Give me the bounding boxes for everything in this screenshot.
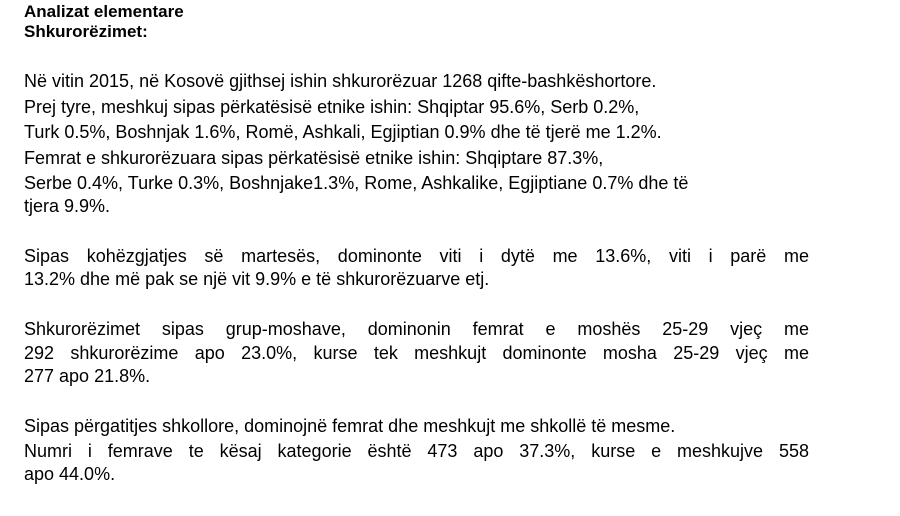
paragraph-4-line-3: apo 44.0%.	[24, 464, 116, 484]
paragraph-2-line-2: 13.2% dhe më pak se një vit 9.9% e të shkurorëzuarve etj.	[24, 269, 490, 289]
paragraph-4-line-2: Numri i femrave te kësaj kategorie është 473 apo 37.3%, kurse e meshkujve 558	[24, 441, 809, 461]
paragraph-4-line-1: Sipas përgatitjes shkollore, dominojnë femrat dhe meshkujt me shkollë të mesme.	[24, 416, 676, 436]
paragraph-2-line-1: Sipas kohëzgjatjes së martesës, dominonte viti i dytë me 13.6%, viti i parë me	[24, 246, 809, 266]
subsection-heading: Shkurorëzimet:	[24, 22, 148, 41]
paragraph-1-line-6: tjera 9.9%.	[24, 196, 111, 216]
paragraph-1-line-4: Femrat e shkurorëzuara sipas përkatësisë etnike ishin: Shqiptare 87.3%,	[24, 148, 604, 168]
paragraph-1-line-3: Turk 0.5%, Boshnjak 1.6%, Romë, Ashkali, Egjiptian 0.9% dhe të tjerë me 1.2%.	[24, 122, 662, 142]
paragraph-1-line-5: Serbe 0.4%, Turke 0.3%, Boshnjake1.3%, Rome, Ashkalike, Egjiptiane 0.7% dhe të	[24, 173, 689, 193]
paragraph-1-line-1: Në vitin 2015, në Kosovë gjithsej ishin shkurorëzuar 1268 qifte-bashkëshortore.	[24, 71, 657, 91]
section-heading: Analizat elementare	[24, 2, 184, 21]
paragraph-3-line-2: 292 shkurorëzime apo 23.0%, kurse tek meshkujt dominonte mosha 25-29 vjeç me	[24, 343, 809, 363]
paragraph-1-line-2: Prej tyre, meshkuj sipas përkatësisë etnike ishin: Shqiptar 95.6%, Serb 0.2%,	[24, 97, 640, 117]
paragraph-3-line-3: 277 apo 21.8%.	[24, 366, 151, 386]
paragraph-3-line-1: Shkurorëzimet sipas grup-moshave, dominonin femrat e moshës 25-29 vjeç me	[24, 319, 809, 339]
